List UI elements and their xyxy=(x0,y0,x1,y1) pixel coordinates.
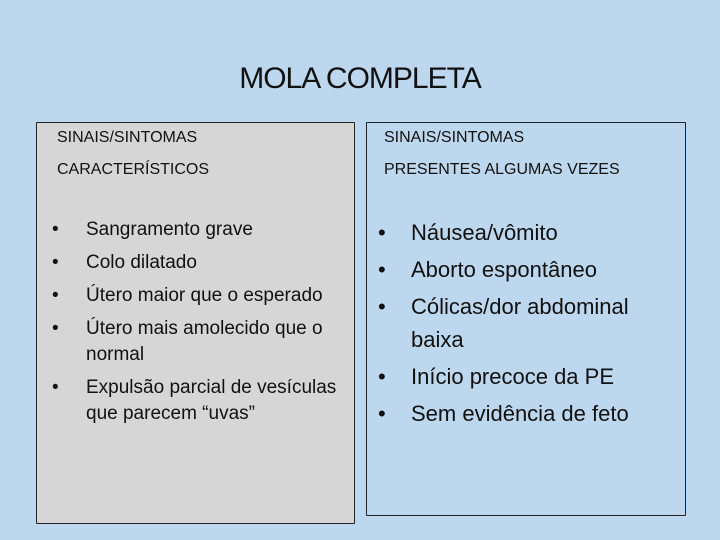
list-item-text: Aborto espontâneo xyxy=(411,257,597,282)
list-item-text: Sangramento grave xyxy=(86,219,253,240)
list-item xyxy=(52,375,354,427)
heading-line: SINAIS/SINTOMAS xyxy=(57,129,198,146)
list-item-text: Expulsão parcial de vesículas que parecem “uvas” xyxy=(86,377,337,424)
list-item xyxy=(52,316,354,368)
list-item-text: Início precoce da PE xyxy=(411,364,615,389)
list-item xyxy=(378,397,683,430)
characteristic-signs-list xyxy=(52,217,354,434)
characteristic-signs-heading xyxy=(57,122,209,186)
list-item-text: Náusea/vômito xyxy=(411,220,558,245)
bullet-icon: • xyxy=(52,377,59,398)
list-item-text: Cólicas/dor abdominal baixa xyxy=(411,294,629,352)
list-item xyxy=(52,250,354,276)
list-item xyxy=(378,360,683,393)
list-item-text: Útero maior que o esperado xyxy=(86,285,323,306)
bullet-icon: • xyxy=(378,257,386,282)
list-item-text: Colo dilatado xyxy=(86,252,197,273)
bullet-icon: • xyxy=(52,318,59,339)
occasional-signs-heading xyxy=(384,122,620,186)
bullet-icon: • xyxy=(52,285,59,306)
heading-line: CARACTERÍSTICOS xyxy=(57,161,210,178)
bullet-icon: • xyxy=(378,401,386,426)
list-item-text: Sem evidência de feto xyxy=(411,401,629,426)
bullet-icon: • xyxy=(378,364,386,389)
bullet-icon: • xyxy=(52,252,59,273)
list-item xyxy=(378,216,683,249)
heading-line: SINAIS/SINTOMAS xyxy=(384,129,525,146)
bullet-icon: • xyxy=(52,219,59,240)
occasional-signs-list xyxy=(378,216,683,434)
list-item xyxy=(378,290,683,356)
heading-line: PRESENTES ALGUMAS VEZES xyxy=(384,161,620,178)
list-item xyxy=(52,283,354,309)
page-title: MOLA COMPLETA xyxy=(239,62,481,95)
list-item xyxy=(378,253,683,286)
list-item-text: Útero mais amolecido que o normal xyxy=(86,318,323,365)
list-item xyxy=(52,217,354,243)
bullet-icon: • xyxy=(378,220,386,245)
bullet-icon: • xyxy=(378,294,386,319)
